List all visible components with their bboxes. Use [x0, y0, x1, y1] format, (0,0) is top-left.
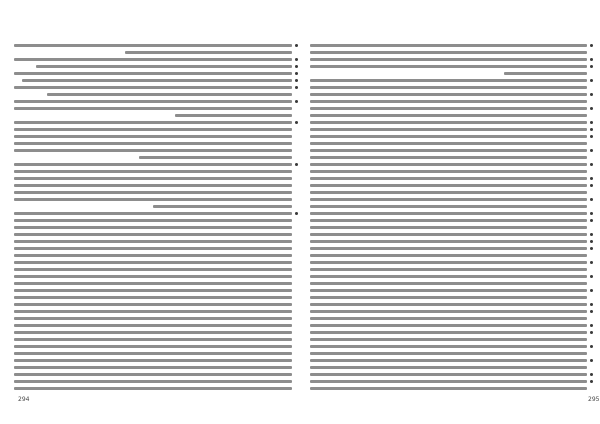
page-left-text-line: [14, 191, 292, 194]
page-right-text-line: [310, 331, 587, 334]
page-left-text-line: [175, 114, 292, 117]
page-left-text-line: [14, 170, 292, 173]
page-left-text-line: [14, 275, 292, 278]
page-right-text-line: [310, 289, 587, 292]
page-right-text-line: [310, 156, 587, 159]
page-right-text-line: [310, 170, 587, 173]
page-right-text-line: [310, 135, 587, 138]
page-right-text-line: [310, 163, 587, 166]
page-left-text-line: [14, 233, 292, 236]
page-right-text-line: [310, 58, 587, 61]
page-left-text-line: [14, 219, 292, 222]
page-left-text-line: [14, 177, 292, 180]
page-right-text-line: [310, 233, 587, 236]
page-right-text-line: [310, 79, 587, 82]
page-right-text-line: [310, 303, 587, 306]
page-left-text-line: [14, 359, 292, 362]
page-left-text-line: [14, 352, 292, 355]
page-left-text-line: [14, 100, 292, 103]
page-left-text-line: [14, 72, 292, 75]
page-right-text-line: [310, 254, 587, 257]
page-right-text-line: [310, 219, 587, 222]
page-right-text-line: [310, 373, 587, 376]
page-right-text-line: [310, 310, 587, 313]
page-right-text-line: [310, 387, 587, 390]
page-right-text-line: [310, 128, 587, 131]
page-left-text-line: [14, 310, 292, 313]
page-left-text-line: [14, 268, 292, 271]
page-left-text-line: [14, 296, 292, 299]
page-left-text-line: [14, 373, 292, 376]
page-left-text-line: [14, 366, 292, 369]
page-right-text-line: [310, 177, 587, 180]
page-right-text-line: [310, 212, 587, 215]
page-right-text-line: [310, 275, 587, 278]
page-number-right: 295: [588, 396, 600, 403]
page-left-text-line: [14, 184, 292, 187]
page-left-text-line: [14, 44, 292, 47]
page-right-text-line: [310, 380, 587, 383]
page-right-text-line: [310, 317, 587, 320]
page-right-text-line: [310, 247, 587, 250]
page-left-text-line: [125, 51, 292, 54]
page-left-text-line: [14, 331, 292, 334]
page-right-text-line: [310, 282, 587, 285]
page-right: [300, 0, 600, 424]
page-right-text-line: [310, 149, 587, 152]
page-right-text-line: [310, 338, 587, 341]
page-left-text-line: [14, 289, 292, 292]
page-left-text-line: [36, 65, 292, 68]
page-right-text-line: [504, 72, 587, 75]
page-left-text-line: [14, 240, 292, 243]
page-right-text-line: [310, 93, 587, 96]
page-right-text-line: [310, 65, 587, 68]
page-left-text-line: [153, 205, 292, 208]
page-left-text-line: [14, 247, 292, 250]
page-right-text-line: [310, 345, 587, 348]
page-left-text-line: [14, 128, 292, 131]
page-right-text: [310, 40, 587, 390]
page-right-text-line: [310, 121, 587, 124]
page-left-text-line: [14, 135, 292, 138]
page-right-text-line: [310, 86, 587, 89]
page-left-text-line: [14, 121, 292, 124]
page-left-text-line: [139, 156, 292, 159]
page-left-text-line: [47, 93, 292, 96]
page-right-text-line: [310, 296, 587, 299]
page-right-text-line: [310, 191, 587, 194]
page-left-text-line: [14, 107, 292, 110]
page-left-text-line: [14, 86, 292, 89]
page-left-text-line: [14, 345, 292, 348]
page-right-text-line: [310, 184, 587, 187]
page-left-text-line: [14, 317, 292, 320]
page-left-text-line: [14, 261, 292, 264]
page-right-text-line: [310, 142, 587, 145]
page-left-text-line: [22, 79, 292, 82]
page-left-text-line: [14, 212, 292, 215]
page-right-text-line: [310, 261, 587, 264]
page-right-text-line: [310, 51, 587, 54]
page-left-text-line: [14, 338, 292, 341]
page-right-text-line: [310, 268, 587, 271]
page-left-text-line: [14, 163, 292, 166]
page-left-text-line: [14, 149, 292, 152]
page-right-text-line: [310, 352, 587, 355]
page-number-left: 294: [18, 396, 30, 403]
page-left-text-line: [14, 142, 292, 145]
page-right-text-line: [310, 205, 587, 208]
page-left-text-line: [14, 387, 292, 390]
page-left-text-line: [14, 380, 292, 383]
page-right-text-line: [310, 226, 587, 229]
page-left-text: [14, 40, 292, 390]
page-right-text-line: [310, 100, 587, 103]
page-right-text-line: [310, 198, 587, 201]
page-right-text-line: [310, 114, 587, 117]
page-left-text-line: [14, 198, 292, 201]
page-right-text-line: [310, 366, 587, 369]
page-right-text-line: [310, 240, 587, 243]
page-right-text-line: [310, 107, 587, 110]
page-left-text-line: [14, 58, 292, 61]
page-left-text-line: [14, 226, 292, 229]
page-left-text-line: [14, 303, 292, 306]
page-left-text-line: [14, 282, 292, 285]
page-left-text-line: [14, 324, 292, 327]
page-left-text-line: [14, 254, 292, 257]
page-right-text-line: [310, 44, 587, 47]
page-right-text-line: [310, 359, 587, 362]
page-right-text-line: [310, 324, 587, 327]
